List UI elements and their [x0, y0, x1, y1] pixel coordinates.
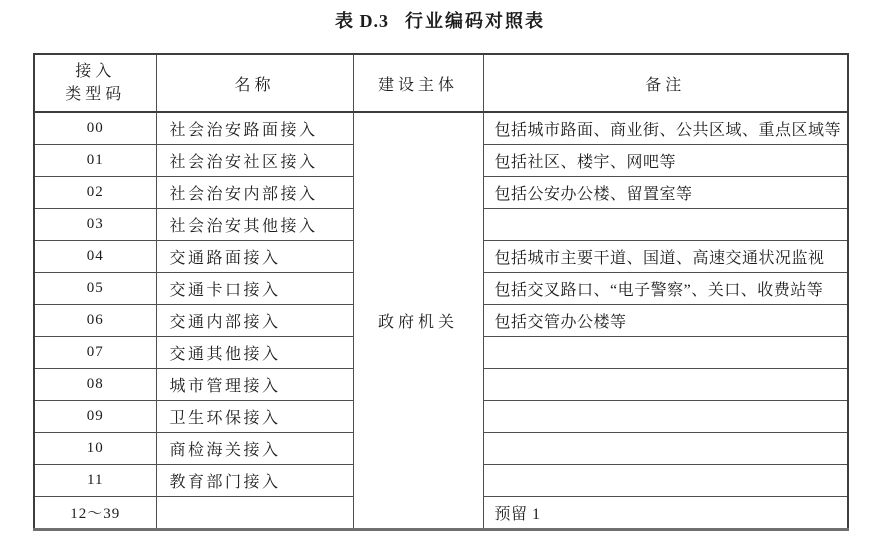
table-number: 表 D.3	[335, 11, 389, 31]
code-cell: 09	[34, 401, 156, 433]
code-cell: 01	[34, 145, 156, 177]
name-cell: 社会治安社区接入	[156, 145, 353, 177]
remark-cell	[483, 209, 848, 241]
name-cell: 交通其他接入	[156, 337, 353, 369]
header-construction-subject: 建设主体	[353, 54, 483, 112]
code-cell: 07	[34, 337, 156, 369]
code-cell: 03	[34, 209, 156, 241]
industry-code-table	[33, 53, 849, 531]
code-cell: 08	[34, 369, 156, 401]
subject-cell: 政府机关	[353, 112, 483, 530]
name-cell: 交通内部接入	[156, 305, 353, 337]
code-cell: 04	[34, 241, 156, 273]
remark-cell: 预留 1	[483, 497, 848, 530]
code-cell: 11	[34, 465, 156, 497]
code-cell: 05	[34, 273, 156, 305]
remark-cell	[483, 337, 848, 369]
remark-cell: 包括城市路面、商业街、公共区域、重点区域等	[483, 112, 848, 145]
code-cell: 02	[34, 177, 156, 209]
name-cell: 城市管理接入	[156, 369, 353, 401]
name-cell: 卫生环保接入	[156, 401, 353, 433]
name-cell: 交通路面接入	[156, 241, 353, 273]
name-cell: 社会治安路面接入	[156, 112, 353, 145]
header-access-type-code: 接入 类型码	[34, 54, 156, 112]
remark-cell: 包括城市主要干道、国道、高速交通状况监视	[483, 241, 848, 273]
code-cell: 12～39	[34, 497, 156, 530]
code-cell: 10	[34, 433, 156, 465]
table-title	[33, 7, 847, 33]
remark-cell	[483, 465, 848, 497]
remark-cell	[483, 369, 848, 401]
remark-cell: 包括公安办公楼、留置室等	[483, 177, 848, 209]
code-cell: 06	[34, 305, 156, 337]
remark-cell: 包括交管办公楼等	[483, 305, 848, 337]
header-remark: 备注	[483, 54, 848, 112]
name-cell: 教育部门接入	[156, 465, 353, 497]
table-row	[34, 112, 848, 145]
remark-cell: 包括交叉路口、“电子警察”、关口、收费站等	[483, 273, 848, 305]
name-cell	[156, 497, 353, 530]
name-cell: 社会治安内部接入	[156, 177, 353, 209]
table-title-text: 行业编码对照表	[405, 11, 545, 31]
name-cell: 社会治安其他接入	[156, 209, 353, 241]
code-cell: 00	[34, 112, 156, 145]
remark-cell: 包括社区、楼宇、网吧等	[483, 145, 848, 177]
header-name: 名称	[156, 54, 353, 112]
remark-cell	[483, 401, 848, 433]
name-cell: 交通卡口接入	[156, 273, 353, 305]
name-cell: 商检海关接入	[156, 433, 353, 465]
remark-cell	[483, 433, 848, 465]
header-row	[34, 54, 848, 112]
